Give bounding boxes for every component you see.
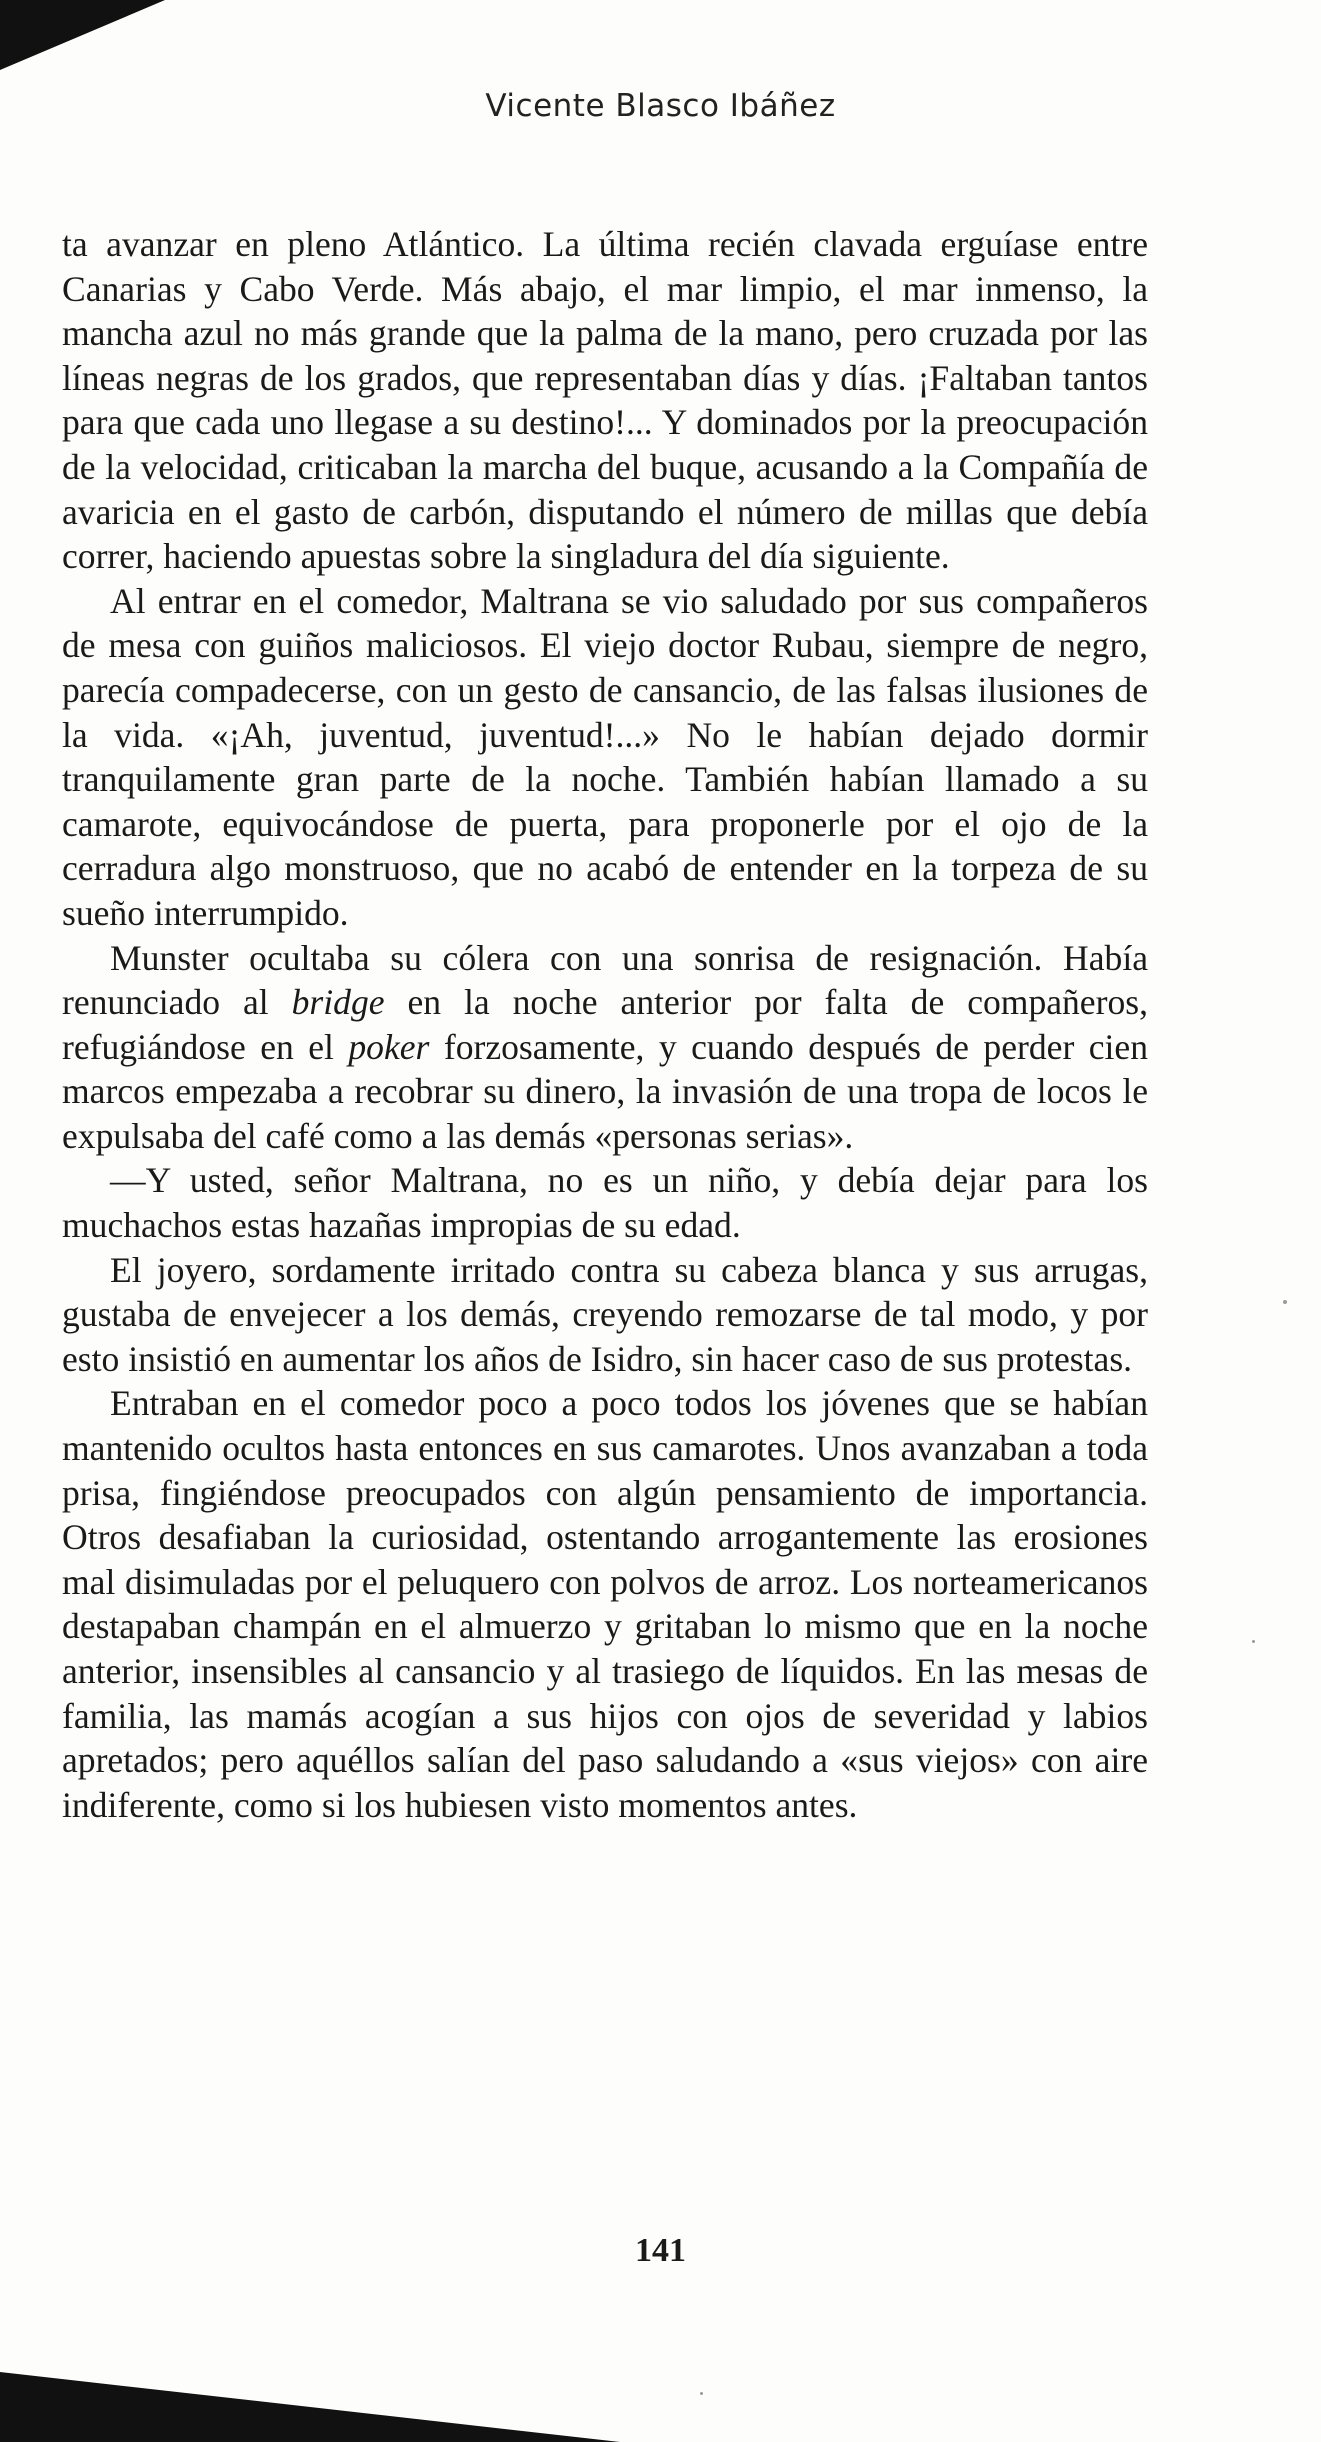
paragraph: [62, 936, 1148, 1159]
text-run: forzosamente, y cuando después de perder cien marcos empezaba a recobrar su dinero, la invasión de una tropa de locos le expulsaba del café como a las demás «personas serias».: [62, 1026, 1149, 1156]
text-run: —Y usted, señor Maltrana, no es un niño, y debía dejar para los muchachos estas hazañas impropias de su edad.: [62, 1160, 1148, 1246]
text-run: Entraban en el comedor poco a poco todos los jóvenes que se habían mantenido ocultos hasta entonces en sus camarotes. Unos avanzaban a toda prisa, fingiéndose preocupados con algún pensamiento de importancia. Otros desafiaban la curiosidad, ostentando arrogantemente las erosiones mal disimuladas por el peluquero con polvos de arroz. Los norteamericanos destapaban champán en el almuerzo y gritaban lo mismo que en la noche anterior, insensibles al cansancio y al trasiego de líquidos. En las mesas de familia, las mamás acogían a sus hijos con ojos de severidad y labios apretados; pero aquéllos salían del paso saludando a «sus viejos» con aire indiferente, como si los hubiesen visto momentos antes.: [62, 1383, 1148, 1825]
running-header-author: Vicente Blasco Ibáñez: [485, 88, 836, 124]
paragraph: [62, 222, 1148, 579]
text-run: El joyero, sordamente irritado contra su cabeza blanca y sus arrugas, gustaba de envejecer a los demás, creyendo remozarse de tal modo, y por esto insistió en aumentar los años de Isidro, sin hacer caso de sus protestas.: [62, 1249, 1148, 1379]
text-run: en la noche anterior por falta de compañeros, refugiándose en el: [62, 982, 1148, 1067]
paragraph: [62, 579, 1148, 936]
italic-term: bridge: [291, 982, 385, 1023]
paragraph: [62, 1158, 1148, 1247]
scan-speck: [700, 2392, 703, 2395]
scan-speck: [1252, 1640, 1255, 1643]
scan-shadow-top-left: [0, 0, 165, 70]
paragraph: [62, 1381, 1148, 1827]
text-run: Al entrar en el comedor, Maltrana se vio saludado por sus compañeros de mesa con guiños maliciosos. El viejo doctor Rubau, siempre de negro, parecía compadecerse, con un gesto de cansancio, de las falsas ilusiones de la vida. «¡Ah, juventud, juventud!...» No le habían dejado dormir tranquilamente gran parte de la noche. También habían llamado a su camarote, equivocándose de puerta, para proponerle por el ojo de la cerradura algo monstruoso, que no acabó de entender en la torpeza de su sueño interrumpido.: [62, 580, 1148, 933]
text-run: ta avanzar en pleno Atlántico. La última recién clavada erguíase entre Canarias y Cabo Verde. Más abajo, el mar limpio, el mar inmenso, la mancha azul no más grande que la palma de la mano, pero cruzada por las líneas negras de los grados, que representaban días y días. ¡Faltaban tantos para que cada uno llegase a su destino!... Y dominados por la preocupación de la velocidad, criticaban la marcha del buque, acusando a la Compañía de avaricia en el gasto de carbón, disputando el número de millas que debía correr, haciendo apuestas sobre la singladura del día siguiente.: [62, 224, 1148, 577]
body-text: [62, 222, 1148, 1827]
scan-shadow-bottom-left: [0, 2372, 620, 2442]
scan-speck: [1283, 1300, 1287, 1304]
page-number: 141: [635, 2232, 686, 2269]
scan-shadow-top-left-edge: [0, 0, 20, 30]
text-run: Munster ocultaba su cólera con una sonrisa de resignación. Había renunciado al: [62, 937, 1148, 1023]
paragraph: [62, 1248, 1148, 1382]
italic-term: poker: [348, 1026, 430, 1067]
